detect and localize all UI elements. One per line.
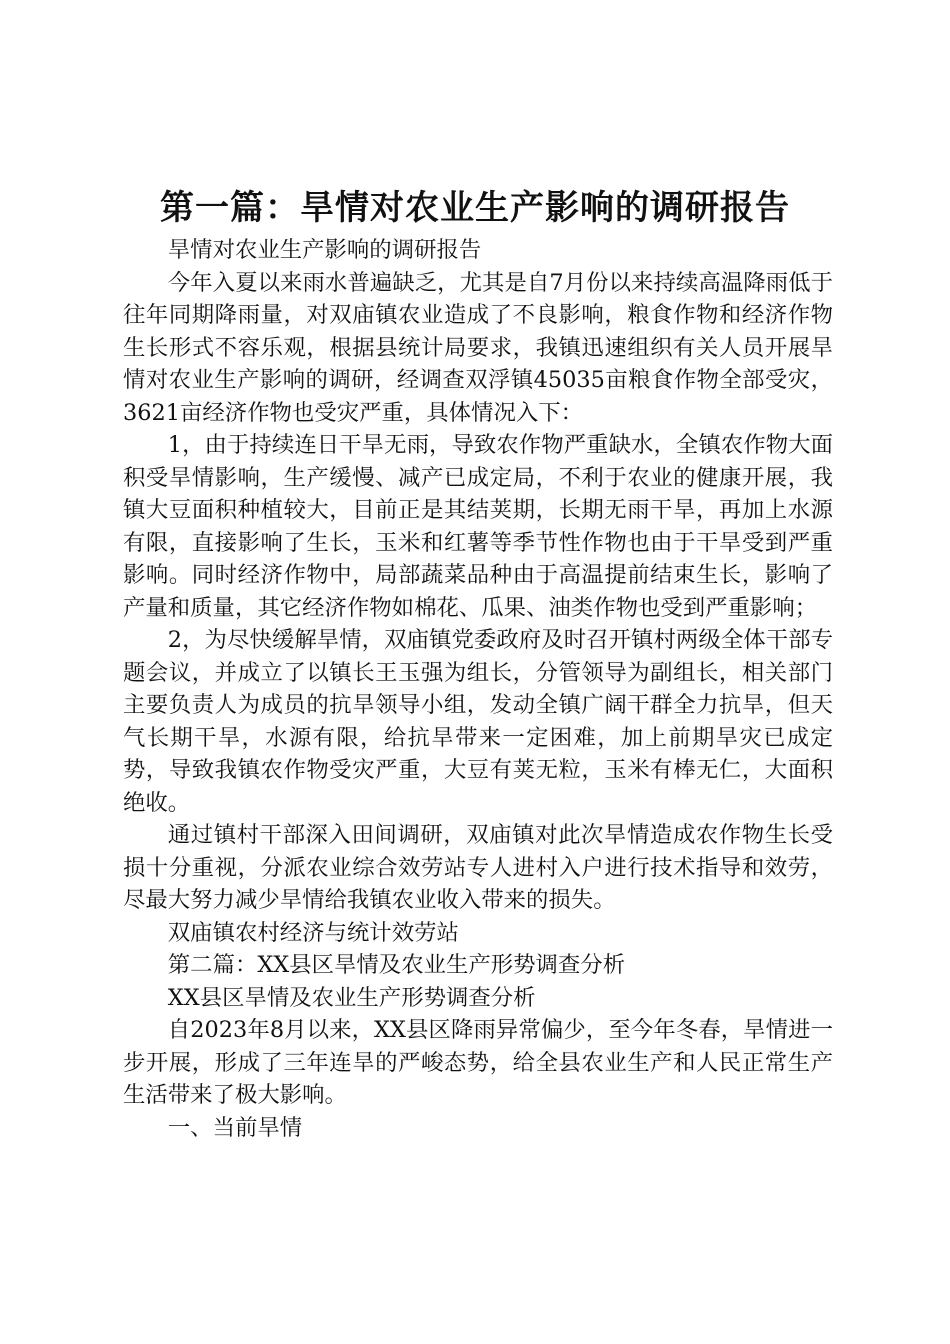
paragraph-second-subtitle: XX县区旱情及农业生产形势调查分析 [167,984,536,1011]
paragraph-signature: 双庙镇农村经济与统计效劳站 [167,919,459,946]
document-title: 第一篇：旱情对农业生产影响的调研报告 [160,188,790,228]
paragraph-conclusion: 通过镇村干部深入田间调研，双庙镇对此次旱情造成农作物生长受损十分重视，分派农业综合效劳站专人进村入户进行技术指导和效劳，尽最大努力减少旱情给我镇农业收入带来的损失。 [123,822,833,913]
paragraph-intro: 今年入夏以来雨水普遍缺乏，尤其是自7月份以来持续高温降雨低于往年同期降雨量，对双庙镇农业造成了不良影响，粮食作物和经济作物生长形式不容乐观，根据县统计局要求，我镇迅速组织有关人员开展旱情对农业生产影响的调研，经调查双浮镇45035亩粮食作物全部受灾，3621亩经济作物也受灾严重，具体情况入下： [123,269,833,426]
paragraph-subtitle: 旱情对农业生产影响的调研报告 [167,237,482,263]
paragraph-second-intro: 自2023年8月以来，XX县区降雨异常偏少，至今年冬春，旱情进一步开展，形成了三年连旱的严峻态势，给全县农业生产和人民正常生产生活带来了极大影响。 [123,1017,833,1108]
paragraph-second-title: 第二篇：XX县区旱情及农业生产形势调查分析 [167,952,626,978]
paragraph-item-2: 2，为尽快缓解旱情，双庙镇党委政府及时召开镇村两级全体干部专题会议，并成立了以镇长王玉强为组长，分管领导为副组长，相关部门主要负责人为成员的抗旱领导小组，发动全镇广阔干群全力抗旱，但天气长期干旱，水源有限，给抗旱带来一定困难，加上前期旱灾已成定势，导致我镇农作物受灾严重，大豆有荚无粒，玉米有棒无仁，大面积绝收。 [123,627,833,816]
paragraph-section-heading: 一、当前旱情 [167,1114,303,1141]
paragraph-item-1: 1，由于持续连日干旱无雨，导致农作物严重缺水，全镇农作物大面积受旱情影响，生产缓慢、减产已成定局，不利于农业的健康开展，我镇大豆面积种植较大，目前正是其结荚期，长期无雨干旱，再加上水源有限，直接影响了生长，玉米和红薯等季节性作物也由于干旱受到严重影响。同时经济作物中，局部蔬菜品种由于高温提前结束生长，影响了产量和质量，其它经济作物如棉花、瓜果、油类作物也受到严重影响； [123,432,833,621]
document-body [123,234,833,1144]
